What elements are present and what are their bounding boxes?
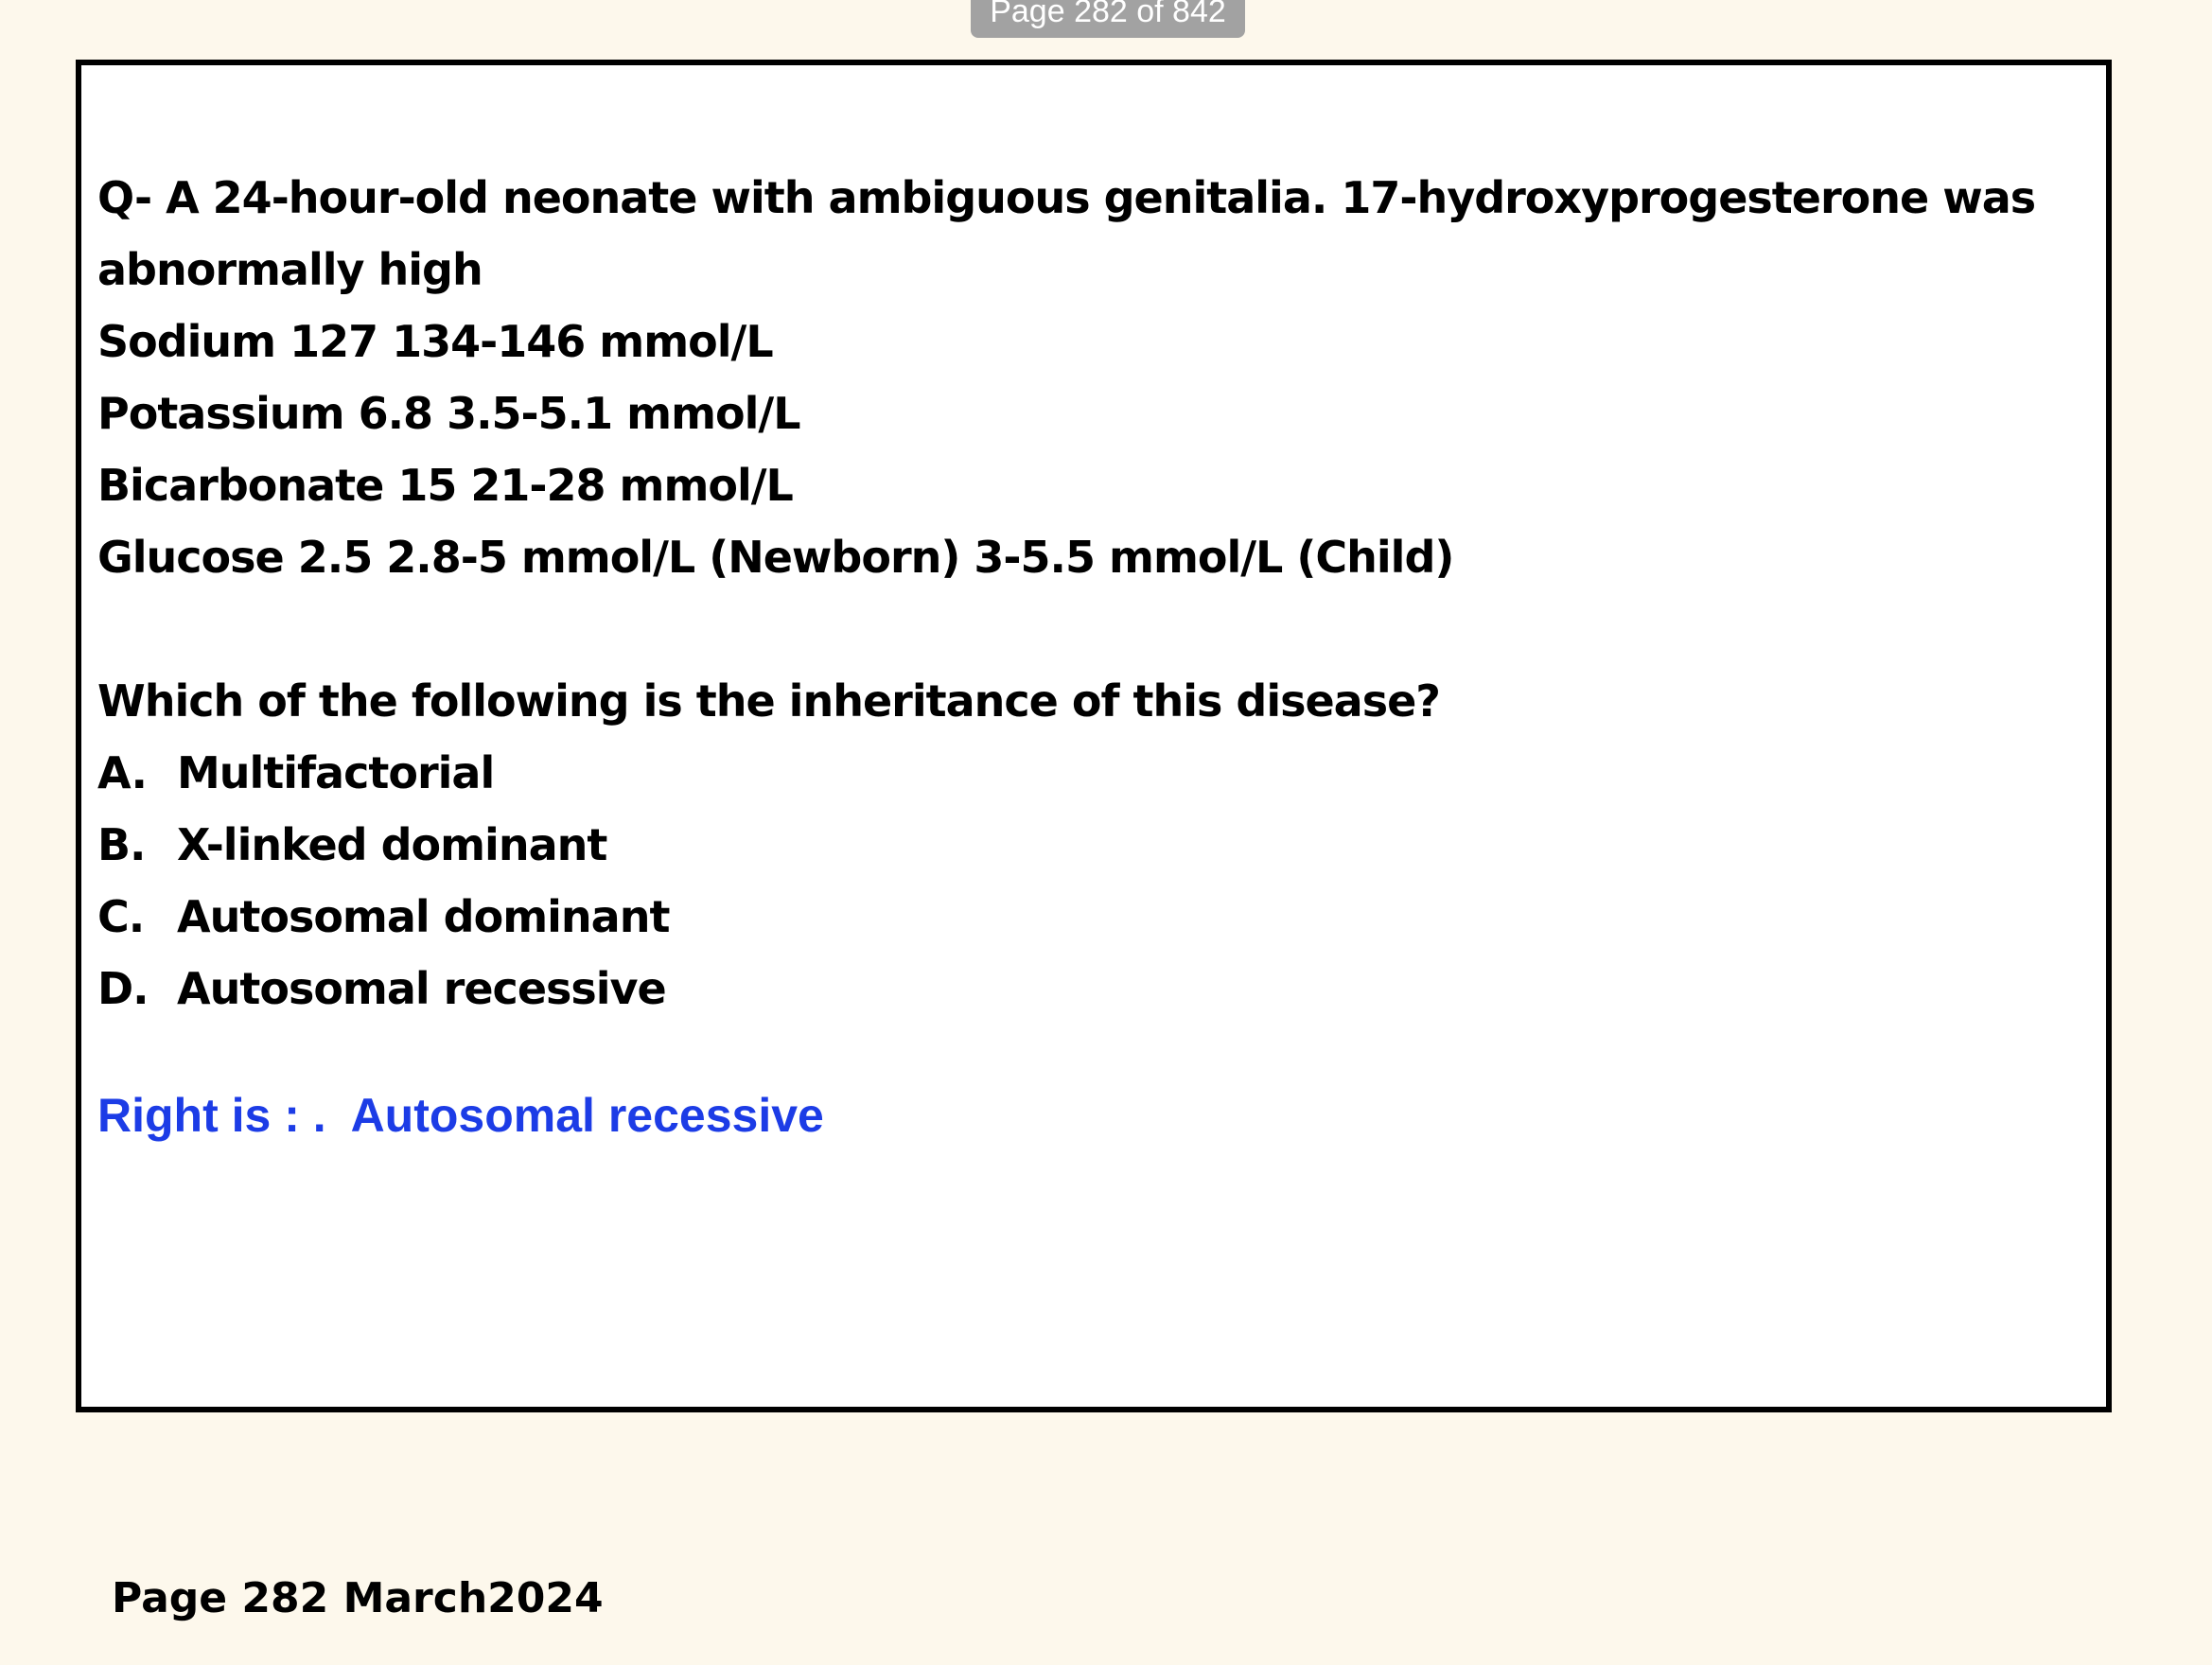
correct-answer: Right is : . Autosomal recessive bbox=[97, 1089, 824, 1142]
lab-value-glucose: Glucose 2.5 2.8-5 mmol/L (Newborn) 3-5.5 mmol/L (Child) bbox=[97, 532, 1454, 583]
question-content bbox=[97, 162, 2084, 1151]
option-letter: D. bbox=[97, 963, 149, 1014]
option-text: Autosomal recessive bbox=[177, 963, 666, 1014]
option-c bbox=[97, 881, 2084, 953]
option-b bbox=[97, 809, 2084, 881]
option-text: Multifactorial bbox=[177, 747, 495, 798]
option-a bbox=[97, 737, 2084, 809]
question-prompt: Which of the following is the inheritance of this disease? bbox=[97, 675, 1440, 727]
page-indicator: Page 282 of 842 bbox=[971, 0, 1245, 38]
option-text: Autosomal dominant bbox=[177, 891, 670, 942]
lab-value-sodium: Sodium 127 134-146 mmol/L bbox=[97, 316, 773, 367]
lab-value-bicarbonate: Bicarbonate 15 21-28 mmol/L bbox=[97, 460, 793, 511]
option-text: X-linked dominant bbox=[177, 819, 607, 870]
option-letter: A. bbox=[97, 747, 147, 798]
lab-value-potassium: Potassium 6.8 3.5-5.1 mmol/L bbox=[97, 388, 800, 439]
question-stem-line-1: Q- A 24-hour-old neonate with ambiguous genitalia. 17-hydroxyprogesterone was bbox=[97, 172, 2036, 223]
page-footer: Page 282 March2024 bbox=[112, 1574, 604, 1622]
question-stem-line-2: abnormally high bbox=[97, 244, 483, 295]
option-letter: C. bbox=[97, 891, 145, 942]
blank-line bbox=[97, 593, 2084, 665]
question-card bbox=[76, 60, 2112, 1412]
option-d bbox=[97, 953, 2084, 1025]
option-letter: B. bbox=[97, 819, 146, 870]
